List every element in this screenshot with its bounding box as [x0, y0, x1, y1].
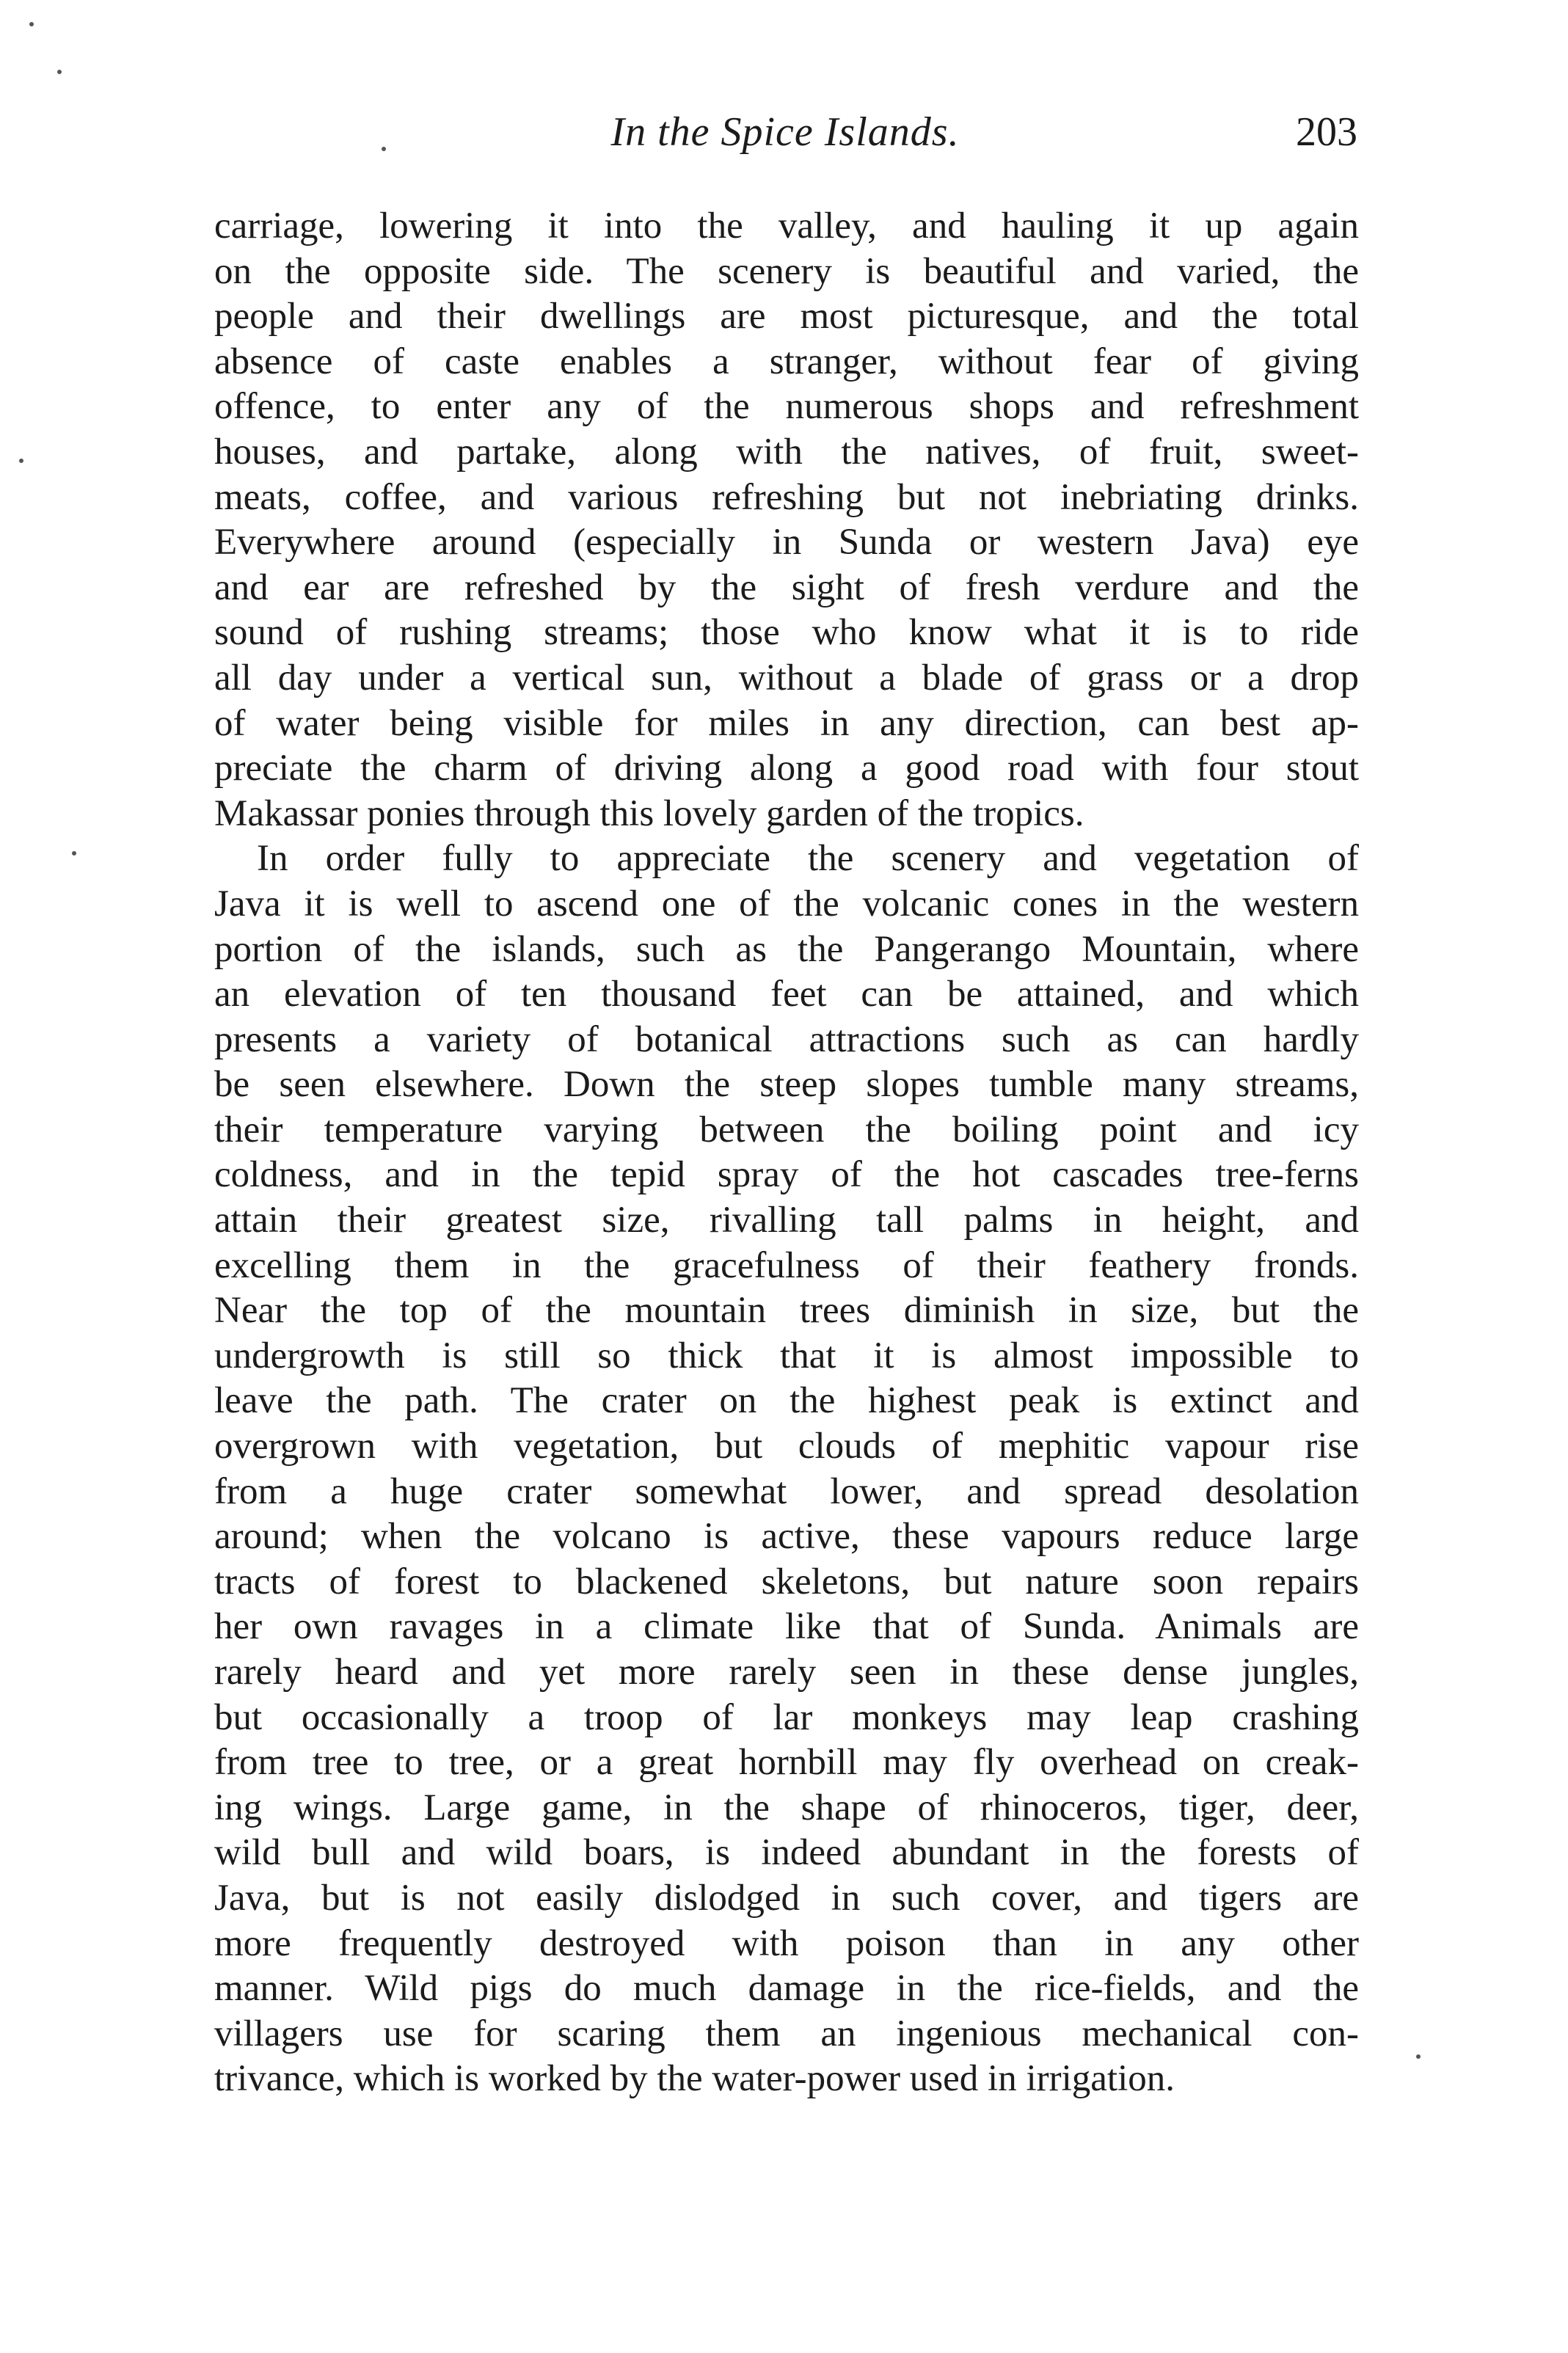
- print-speck: [19, 459, 23, 463]
- text-line: portion of the islands, such as the Pangerango Mountain, where: [214, 928, 1359, 970]
- text-line: presents a variety of botanical attractions such as can hardly: [214, 1018, 1359, 1060]
- text-line: Near the top of the mountain trees diminish in size, but the: [214, 1290, 1359, 1332]
- print-speck: [1416, 2054, 1421, 2059]
- text-line: around; when the volcano is active, these vapours reduce large: [214, 1516, 1359, 1558]
- text-line: undergrowth is still so thick that it is almost impossible to: [214, 1335, 1359, 1376]
- text-line: wild bull and wild boars, is indeed abundant in the forests of: [214, 1832, 1359, 1874]
- print-speck: [29, 22, 34, 26]
- text-line: sound of rushing streams; those who know what it is to ride: [214, 612, 1359, 654]
- text-line: coldness, and in the tepid spray of the hot cascades tree-ferns: [214, 1154, 1359, 1196]
- text-line: and ear are refreshed by the sight of fresh verdure and the: [214, 566, 1359, 608]
- text-line: an elevation of ten thousand feet can be attained, and which: [214, 974, 1359, 1015]
- text-line: excelling them in the gracefulness of their feathery fronds.: [214, 1244, 1359, 1286]
- text-line: her own ravages in a climate like that of Sunda. Animals are: [214, 1606, 1359, 1648]
- text-line: more frequently destroyed with poison than in any other: [214, 1922, 1359, 1964]
- running-header: [213, 103, 1357, 161]
- text-line: Everywhere around (especially in Sunda or western Java) eye: [214, 522, 1359, 563]
- text-line: their temperature varying between the boiling point and icy: [214, 1109, 1359, 1150]
- text-line: be seen elsewhere. Down the steep slopes tumble many streams,: [214, 1064, 1359, 1106]
- page-number: 203: [1296, 109, 1357, 155]
- text-line: tracts of forest to blackened skeletons, but nature soon repairs: [214, 1561, 1359, 1602]
- text-line: offence, to enter any of the numerous shops and refreshment: [214, 386, 1359, 428]
- text-line: trivance, which is worked by the water-power used in irrigation.: [214, 2058, 1175, 2100]
- text-line: overgrown with vegetation, but clouds of mephitic vapour rise: [214, 1426, 1359, 1467]
- body-text: [214, 204, 1359, 2102]
- text-line: carriage, lowering it into the valley, and hauling it up again: [214, 205, 1359, 247]
- paragraph: [214, 836, 1359, 2102]
- text-line: manner. Wild pigs do much damage in the rice-fields, and the: [214, 1968, 1359, 2010]
- print-speck: [57, 70, 62, 74]
- text-line: from tree to tree, or a great hornbill may fly overhead on creak-: [214, 1742, 1359, 1784]
- text-line: In order fully to appreciate the scenery and vegetation of: [257, 838, 1359, 880]
- print-speck: [72, 851, 76, 856]
- text-line: rarely heard and yet more rarely seen in these dense jungles,: [214, 1652, 1359, 1693]
- text-line: on the opposite side. The scenery is beautiful and varied, the: [214, 250, 1359, 292]
- text-line: meats, coffee, and various refreshing but not inebriating drinks.: [214, 476, 1359, 518]
- paragraph: [214, 204, 1359, 836]
- running-title: In the Spice Islands.: [610, 109, 960, 155]
- text-line: absence of caste enables a stranger, without fear of giving: [214, 340, 1359, 382]
- text-line: of water being visible for miles in any direction, can best ap-: [214, 702, 1359, 744]
- text-line: leave the path. The crater on the highest peak is extinct and: [214, 1380, 1359, 1422]
- text-line: but occasionally a troop of lar monkeys may leap crashing: [214, 1696, 1359, 1738]
- text-line: people and their dwellings are most picturesque, and the total: [214, 296, 1359, 338]
- text-line: from a huge crater somewhat lower, and spread desolation: [214, 1470, 1359, 1512]
- text-line: houses, and partake, along with the natives, of fruit, sweet-: [214, 431, 1359, 473]
- text-line: preciate the charm of driving along a good road with four stout: [214, 748, 1359, 789]
- text-line: Makassar ponies through this lovely garden of the tropics.: [214, 792, 1084, 834]
- text-line: villagers use for scaring them an ingenious mechanical con-: [214, 2013, 1359, 2054]
- text-line: Java, but is not easily dislodged in such cover, and tigers are: [214, 1877, 1359, 1919]
- text-line: Java it is well to ascend one of the volcanic cones in the western: [214, 883, 1359, 924]
- text-line: all day under a vertical sun, without a blade of grass or a drop: [214, 657, 1359, 698]
- text-line: ing wings. Large game, in the shape of rhinoceros, tiger, deer,: [214, 1787, 1359, 1828]
- text-line: attain their greatest size, rivalling tall palms in height, and: [214, 1200, 1359, 1241]
